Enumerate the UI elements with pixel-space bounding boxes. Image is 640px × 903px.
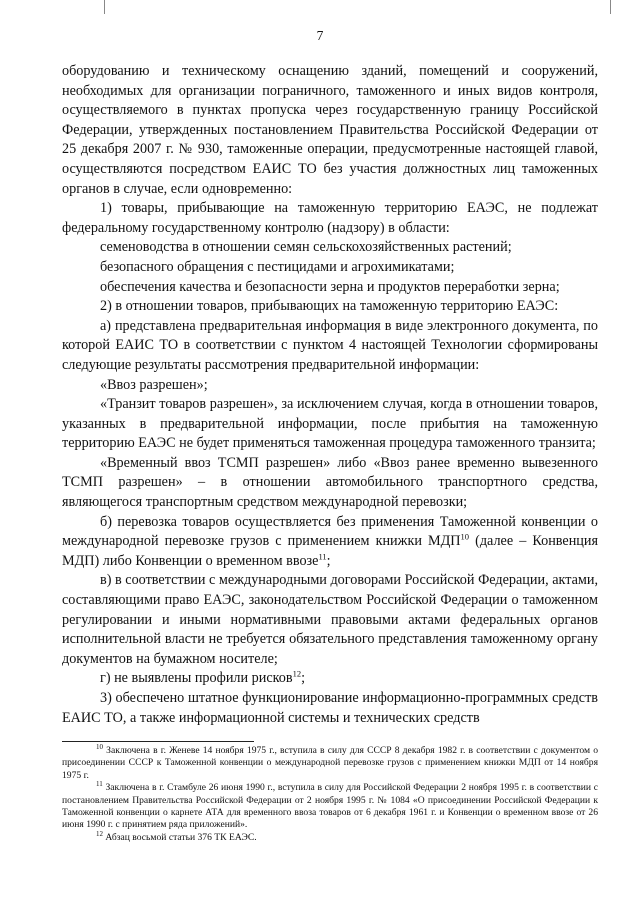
text-run: б) перевозка товаров осуществляется без применения Таможенной конвенции о международной перевозке грузов с применением книжки МДП: [62, 513, 598, 550]
text-run: 2) в отношении товаров, прибывающих на таможенную территорию ЕАЭС:: [100, 298, 559, 315]
text-run: «Транзит товаров разрешен», за исключением случая, когда в отношении товаров, указанных в предварительной информации, после прибытия на таможенную территорию ЕАЭС не будет применяться таможенная процедура таможенного транзита;: [62, 396, 598, 452]
paragraph: [62, 317, 598, 376]
text-run: 3) обеспечено штатное функционирование информационно-программных средств ЕАИС ТО, а также информационной системы и технических средств: [62, 690, 598, 726]
paragraph: [62, 571, 598, 669]
paragraph: [62, 199, 598, 238]
paragraph: [62, 689, 598, 728]
footnote-separator: [62, 741, 254, 742]
text-run: «Временный ввоз ТСМП разрешен» либо «Ввоз ранее временно вывезенного ТСМП разрешен» – в отношении автомобильного транспортного средства, являющегося транспортным средством международной перевозки;: [62, 454, 598, 511]
text-run: 1) товары, прибывающие на таможенную территорию ЕАЭС, не подлежат федеральному государственному контролю (надзору) в области:: [62, 200, 598, 236]
paragraph: [62, 258, 598, 278]
text-run: оборудованию и техническому оснащению зданий, помещений и сооружений, необходимых для организации пограничного, таможенного и иных видов контроля, осуществляемого в пунктах пропуска через государственную границу Российской Федерации, утвержденных постановлением Правительства Российской Федерации от 25 декабря 2007 г. № 930, таможенные операции, предусмотренные настоящей главой, осуществляются посредством ЕАИС ТО без участия должностных лиц таможенных органов в случае, если одновременно:: [62, 63, 598, 197]
footnote-ref: 10: [460, 531, 470, 542]
footnotes: [62, 742, 598, 844]
footnote-ref: 11: [318, 551, 327, 562]
paragraph: [62, 62, 598, 199]
footnote-ref: 10: [96, 742, 103, 751]
paragraph: [62, 395, 598, 454]
text-run: (далее – Конвенция МДП) либо Конвенции о временном ввозе: [62, 533, 598, 569]
scan-artifact: [610, 0, 611, 14]
body-text: [62, 62, 598, 728]
text-run: безопасного обращения с пестицидами и агрохимикатами;: [100, 258, 455, 275]
paragraph: [62, 513, 598, 572]
footnote: [62, 742, 598, 782]
scan-artifact: [104, 0, 105, 14]
text-run: Заключена в г. Стамбуле 26 июня 1990 г., вступила в силу для Российской Федерации 2 ноября 1995 г. в соответствии с постановлением Правительства Российской Федерации от 2 ноября 1995 г. № 1084 «О присоединении Российской Федерации к Таможенной конвенции о карнете АТА для временного ввоза товаров от 6 декабря 1961 г. и Конвенции о временном ввозе от 26 июня 1990 г. с принятием ряда приложений».: [62, 782, 598, 831]
footnote: [62, 782, 598, 832]
text-run: в) в соответствии с международными договорами Российской Федерации, актами, составляющими право ЕАЭС, законодательством Российской Федерации о таможенном регулировании и иными нормативными правовыми актами федеральных органов исполнительной власти не требуется обязательного представления таможенному органу документов на бумажном носителе;: [62, 572, 598, 667]
paragraph: [62, 238, 598, 258]
text-run: Абзац восьмой статьи 376 ТК ЕАЭС.: [103, 831, 257, 843]
text-run: Заключена в г. Женеве 14 ноября 1975 г., вступила в силу для СССР 8 декабря 1982 г. в соответствии с документом о присоединении СССР к Таможенной конвенции о международной перевозке грузов с применением книжки МДП от 14 ноября 1975 г.: [62, 745, 598, 781]
footnote-ref: 12: [292, 668, 302, 679]
footnote: [62, 829, 598, 844]
text-run: ;: [326, 552, 331, 569]
text-run: а) представлена предварительная информация в виде электронного документа, по которой ЕАИС ТО в соответствии с пунктом 4 настоящей Технологии сформированы следующие результаты рассмотрения предварительной информации:: [62, 317, 598, 373]
text-run: «Ввоз разрешен»;: [100, 376, 208, 393]
page-number: 7: [316, 28, 324, 43]
text-run: ;: [301, 670, 306, 687]
paragraph: [62, 376, 598, 396]
paragraph: [62, 297, 598, 317]
text-run: г) не выявлены профили рисков: [100, 670, 293, 687]
text-run: семеноводства в отношении семян сельскохозяйственных растений;: [100, 239, 512, 256]
footnote-ref: 12: [96, 829, 103, 838]
paragraph: [62, 454, 598, 513]
paragraph: [62, 278, 598, 298]
footnote-ref: 11: [96, 780, 103, 789]
text-run: обеспечения качества и безопасности зерна и продуктов переработки зерна;: [100, 278, 560, 295]
paragraph: [62, 669, 598, 689]
